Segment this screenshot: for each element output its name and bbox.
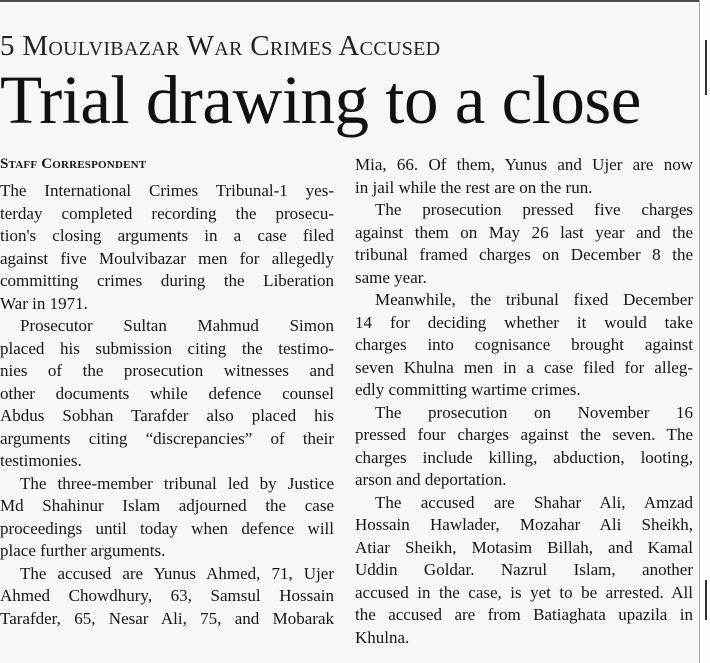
text-line: tribunal framed charges on December 8 the (355, 245, 693, 264)
text-line: Khulna. (355, 627, 410, 647)
text-line: War in 1971. (0, 293, 88, 313)
text-line: proceedings until today when defence will (0, 518, 334, 538)
text-line: committing crimes during the Liberation (0, 271, 334, 290)
text-line: arson and deportation. (355, 470, 507, 489)
text-line: tion's closing arguments in a case filed (0, 226, 334, 245)
text-line: The International Crimes Tribunal-1 yes- (0, 181, 334, 200)
page-edge (699, 0, 710, 663)
text-line: The accused are Shahar Ali, Amzad (375, 492, 693, 512)
page-edge-mark (705, 40, 707, 95)
text-line: edly committing wartime crimes. (355, 380, 581, 399)
text-line: pressed four charges against the seven. The (355, 425, 693, 444)
text-line: the accused are from Batiaghata upazila in (355, 605, 693, 624)
text-line: terday completed recording the prosecu- (0, 203, 334, 223)
article-column-right (355, 154, 693, 649)
text-line: Ahmed Chowdhury, 63, Samsul Hossain (0, 586, 334, 605)
article-body-left (0, 180, 334, 630)
text-line: against them on May 26 last year and the (355, 222, 693, 242)
byline: Staff Correspondent (0, 156, 147, 172)
text-line: Uddin Goldar. Nazrul Islam, another (355, 560, 693, 579)
text-line: Tarafder, 65, Nesar Ali, 75, and Mobarak (0, 608, 334, 628)
text-line: against five Moulvibazar men for allegedly (0, 248, 334, 268)
text-line: Mia, 66. Of them, Yunus and Ujer are now (355, 155, 693, 174)
text-line: Md Shahinur Islam adjourned the case (0, 496, 334, 515)
article-body-right (355, 154, 693, 649)
text-line: Meanwhile, the tribunal fixed December (375, 290, 693, 309)
top-rule (0, 0, 710, 2)
text-line: seven Khulna men in a case filed for alleg- (355, 357, 693, 377)
text-line: The prosecution on November 16 (375, 402, 693, 422)
text-line: accused in the case, is yet to be arrested. All (355, 582, 693, 602)
text-line: other documents while defence counsel (0, 383, 334, 403)
text-line: Hossain Hawlader, Mozahar Ali Sheikh, (355, 515, 693, 534)
text-line: Atiar Sheikh, Motasim Billah, and Kamal (355, 537, 693, 557)
text-line: The prosecution pressed five charges (375, 200, 693, 219)
text-line: The three-member tribunal led by Justice (20, 473, 334, 493)
text-line: place further arguments. (0, 541, 166, 560)
text-line: placed his submission citing the testimo- (0, 338, 334, 358)
text-line: arguments citing “discrepancies” of their (0, 428, 334, 448)
text-line: The accused are Yunus Ahmed, 71, Ujer (20, 563, 334, 583)
text-line: same year. (355, 267, 427, 287)
article-column-left (0, 154, 334, 630)
article-kicker: 5 Moulvibazar War Crimes Accused (0, 30, 441, 62)
text-line: charges into cognisance brought against (355, 335, 693, 354)
text-line: Prosecutor Sultan Mahmud Simon (20, 316, 334, 335)
text-line: testimonies. (0, 451, 82, 470)
text-line: nies of the prosecution witnesses and (0, 361, 334, 380)
page-edge-mark (705, 580, 707, 620)
text-line: in jail while the rest are on the run. (355, 177, 593, 197)
text-line: Abdus Sobhan Tarafder also placed his (0, 406, 334, 425)
text-line: charges include killing, abduction, looting, (355, 447, 693, 467)
article-headline: Trial drawing to a close (0, 62, 641, 138)
text-line: 14 for deciding whether it would take (355, 312, 693, 332)
